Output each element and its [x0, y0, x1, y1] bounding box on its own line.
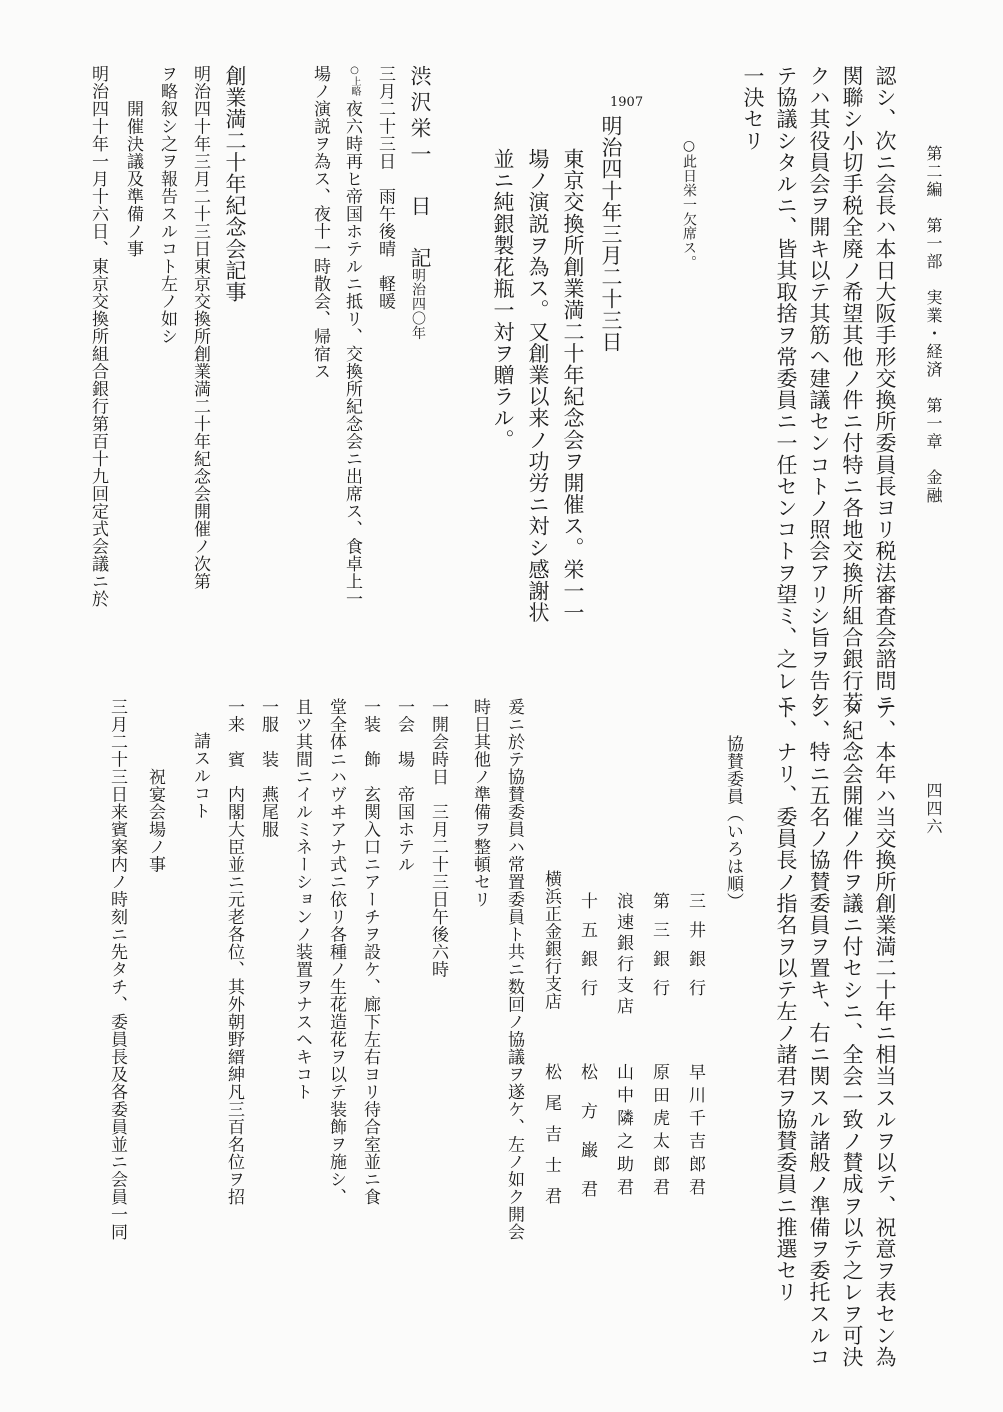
committee-bank: 三井銀行 [685, 892, 705, 1008]
text-line: テ、本年ハ当交換所創業満二十年ニ相当スルヲ以テ、祝意ヲ表セン為 [873, 698, 897, 1368]
summary-line: 並ニ純銀製花瓶一対ヲ贈ラル。 [491, 148, 515, 451]
committee-member: 山中隣之助君 [613, 1063, 633, 1201]
record-title: 創業満二十年紀念会記事 [223, 65, 247, 303]
item-line: 一来 賓 内閣大臣並ニ元老各位、其外朝野縉紳凡三百名位ヲ招 [224, 698, 244, 1206]
text-line: 爰ニ於テ協賛委員ハ常置委員ト共ニ数回ノ協議ヲ遂ケ、左ノ如ク開会 [504, 698, 524, 1241]
attendance-note: ○此日栄一欠席ス。 [681, 138, 697, 270]
diary-entry-line: 三月二十三日 雨午後晴 軽暖 [375, 65, 395, 310]
text-line: 認シ、次ニ会長ハ本日大阪手形交換所委員長ヨリ税法審査会諮問ニ [873, 65, 897, 713]
committee-member: 原田虎太郎君 [649, 1063, 669, 1201]
record-line: 明治四十年三月二十三日東京交換所創業満二十年紀念会開催ノ次第 [190, 65, 210, 590]
year-ad: 1907 [610, 95, 644, 110]
text-line: 三月二十三日来賓案内ノ時刻ニ先タチ、委員長及各委員並ニ会員一同 [107, 698, 127, 1241]
item-line: 一服 装 燕尾服 [258, 698, 278, 838]
text-line: 一決セリ [741, 65, 765, 152]
record-subheading: 開催決議及準備ノ事 [123, 100, 143, 258]
committee-member: 早川千吉郎君 [685, 1063, 705, 1201]
diary-title: 渋沢栄一 日 記 [408, 65, 432, 273]
diary-entry-line: 夜六時再ヒ帝国ホテルニ抵リ、交換所紀念会ニ出席ス、食卓上一 [342, 100, 362, 608]
summary-line: 場ノ演説ヲ為ス。又創業以来ノ功労ニ対シ感謝状 [526, 148, 550, 624]
text-line: 時日其他ノ準備ヲ整頓セリ [470, 698, 490, 908]
text-line: 関聯シ小切手税全廃ノ希望其他ノ件ニ付特ニ各地交換所組合銀行若 [840, 65, 864, 713]
item-line: 且ツ其間ニイルミネーションノ装置ヲナスヘキコト [292, 698, 312, 1101]
text-line: シ、特ニ五名ノ協賛委員ヲ置キ、右ニ関スル諸般ノ準備ヲ委托スルコ [807, 698, 831, 1368]
item-line: 請スルコト [190, 732, 210, 820]
item-line: 一会 場 帝国ホテル [394, 698, 414, 873]
item-line: 一開会時日 三月二十三日午後六時 [428, 698, 448, 978]
date-heading: 明治四十年三月二十三日 [599, 115, 623, 353]
record-line: 明治四十年一月十六日、東京交換所組合銀行第百十九回定式会議ニ於 [88, 65, 108, 608]
record-line: ヲ略叙シ之ヲ報告スルコト左ノ如シ [157, 65, 177, 345]
omit-mark: ○上略 [349, 65, 360, 96]
item-line: 堂全体ニハヴヰアナ式ニ依リ各種ノ生花造花ヲ以テ装飾ヲ施シ、 [326, 698, 346, 1206]
item-line: 一装 飾 玄関入口ニアーチヲ設ケ、廊下左右ヨリ待合室並ニ食 [360, 698, 380, 1206]
diary-year: 明治四〇年 [410, 268, 426, 340]
committee-member: 松方巌君 [577, 1063, 597, 1219]
committee-heading: 協賛委員（いろは順） [723, 735, 743, 910]
text-line: ト、ナリ、委員長ノ指名ヲ以テ左ノ諸君ヲ協賛委員ニ推選セリ [774, 698, 798, 1303]
committee-member: 松尾吉士君 [541, 1063, 561, 1218]
summary-line: 東京交換所創業満二十年紀念会ヲ開催ス。栄一一 [561, 148, 585, 624]
running-title: 第二編 第一部 実業・経済 第一章 金融 [924, 145, 943, 505]
banquet-heading: 祝宴会場ノ事 [145, 768, 165, 873]
committee-bank: 浪速銀行支店 [613, 892, 633, 1018]
page-number: 四四六 [924, 782, 943, 836]
committee-bank: 第三銀行 [649, 892, 669, 1008]
committee-bank: 横浜正金銀行支店 [541, 870, 561, 1010]
text-line: メ紀念会開催ノ件ヲ議ニ付セシニ、全会一致ノ賛成ヲ以テ之レヲ可決 [840, 698, 864, 1368]
text-line: クハ其役員会ヲ開キ以テ其筋ヘ建議センコトノ照会アリシ旨ヲ告ケ [807, 65, 831, 713]
text-line: テ協議シタルニ、皆其取捨ヲ常委員ニ一任センコトヲ望ミ、之レニ [774, 65, 798, 713]
committee-bank: 十五銀行 [577, 892, 597, 1008]
diary-entry-line: 場ノ演説ヲ為ス、夜十一時散会、帰宿ス [310, 65, 330, 380]
